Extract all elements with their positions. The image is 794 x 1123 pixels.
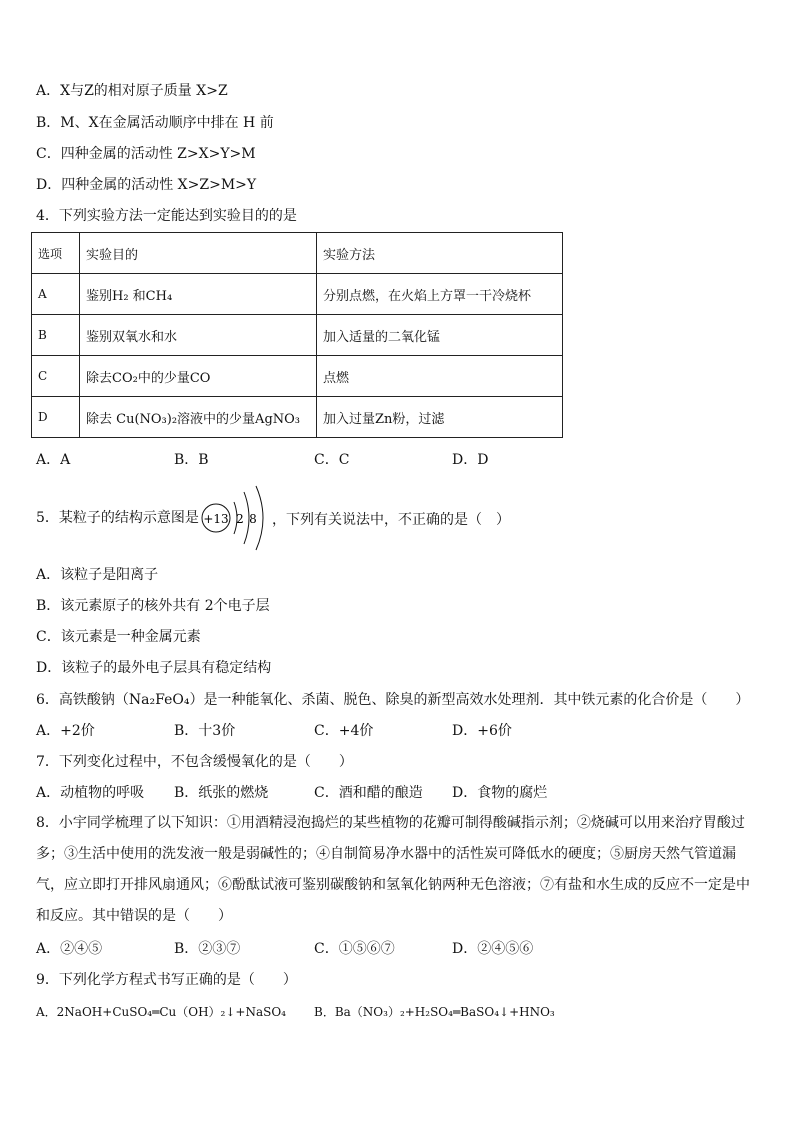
q7-stem: 7．下列变化过程中，不包含缓慢氧化的是（ ） <box>36 754 353 770</box>
q3-option-c: C．四种金属的活动性 Z>X>Y>M <box>36 146 256 162</box>
table-header-cell: 实验方法 <box>317 233 563 274</box>
table-header-cell: 实验目的 <box>80 233 317 274</box>
q9-stem: 9．下列化学方程式书写正确的是（ ） <box>36 972 297 988</box>
shell-1-electrons: 2 <box>236 512 244 526</box>
q7-option-c: C．酒和醋的酿造 <box>314 785 423 801</box>
q9-option-a: A．2NaOH+CuSO₄═Cu（OH）₂↓+NaSO₄ <box>36 1005 286 1019</box>
q7-option-d: D．食物的腐烂 <box>452 785 548 801</box>
q5-stem-end: ，下列有关说法中，不正确的是（ ） <box>272 512 510 528</box>
q6-option-c: C．+4价 <box>314 723 374 739</box>
q6-option-d: D．+6价 <box>452 723 512 739</box>
q4-option-d: D．D <box>452 452 489 468</box>
q3-option-a: A．X与Z的相对原子质量 X>Z <box>36 83 228 99</box>
q6-option-b: B．十3价 <box>174 723 236 739</box>
q9-option-b: B．Ba（NO₃）₂+H₂SO₄═BaSO₄↓+HNO₃ <box>314 1005 555 1019</box>
q7-option-b: B．纸张的燃烧 <box>174 785 269 801</box>
q8-option-c: C．①⑤⑥⑦ <box>314 941 395 957</box>
experiment-table <box>31 232 563 438</box>
q5-option-b: B．该元素原子的核外共有 2个电子层 <box>36 598 270 614</box>
q8-option-d: D．②④⑤⑥ <box>452 941 534 957</box>
q3-option-d: D．四种金属的活动性 X>Z>M>Y <box>36 177 257 193</box>
table-cell-goal: 鉴别双氧水和水 <box>80 315 317 356</box>
table-cell-method: 分别点燃，在火焰上方罩一干冷烧杯 <box>317 274 563 315</box>
table-cell-option: D <box>32 397 80 438</box>
q5-option-a: A．该粒子是阳离子 <box>36 567 159 583</box>
q3-option-b: B．M、X在金属活动顺序中排在 H 前 <box>36 115 274 131</box>
electron-shell-arc-3 <box>256 486 263 550</box>
q8-stem: 8．小宇同学梳理了以下知识：①用酒精浸泡捣烂的某些植物的花瓣可制得酸碱指示剂；②烧碱可以用来治疗胃酸过多；③生活中使用的洗发液一般是弱碱性的；④自制简易净水器中的活性炭可降低水的硬度；⑤厨房天然气管道漏气，应立即打开排风扇通风；⑥酚酞试液可鉴别碳酸钠和氢氧化钠两种无色溶液；⑦有盐和水生成的反应不一定是中和反应。其中错误的是（ ） <box>36 815 750 924</box>
q6-option-a: A．+2价 <box>36 723 95 739</box>
q4-option-a: A．A <box>36 452 71 468</box>
q8-option-a: A．②④⑤ <box>36 941 103 957</box>
q5-stem-start: 5．某粒子的结构示意图是 <box>36 510 199 526</box>
table-cell-option: C <box>32 356 80 397</box>
q5-option-c: C．该元素是一种金属元素 <box>36 629 201 645</box>
table-cell-method: 点燃 <box>317 356 563 397</box>
table-header-row <box>32 233 563 274</box>
table-cell-option: A <box>32 274 80 315</box>
q4-stem: 4．下列实验方法一定能达到实验目的的是 <box>36 208 297 224</box>
table-cell-goal: 除去 Cu(NO₃)₂溶液中的少量AgNO₃ <box>80 397 317 438</box>
q8-option-b: B．②③⑦ <box>174 941 241 957</box>
table-cell-goal: 除去CO₂中的少量CO <box>80 356 317 397</box>
atom-structure-diagram <box>200 484 272 552</box>
shell-2-electrons: 8 <box>249 512 257 526</box>
table-row <box>32 356 563 397</box>
table-cell-method: 加入适量的二氧化锰 <box>317 315 563 356</box>
table-row <box>32 397 563 438</box>
table-cell-goal: 鉴别H₂ 和CH₄ <box>80 274 317 315</box>
q7-option-a: A．动植物的呼吸 <box>36 785 145 801</box>
q4-option-b: B．B <box>174 452 209 468</box>
nucleus-charge: +13 <box>203 512 229 526</box>
table-row <box>32 274 563 315</box>
table-cell-option: B <box>32 315 80 356</box>
q4-option-c: C．C <box>314 452 350 468</box>
table-row <box>32 315 563 356</box>
table-cell-method: 加入过量Zn粉，过滤 <box>317 397 563 438</box>
table-header-cell: 选项 <box>32 233 80 274</box>
q5-option-d: D．该粒子的最外电子层具有稳定结构 <box>36 660 272 676</box>
q6-stem: 6．高铁酸钠（Na₂FeO₄）是一种能氧化、杀菌、脱色、除臭的新型高效水处理剂．其中铁元素的化合价是（ ） <box>36 692 750 708</box>
